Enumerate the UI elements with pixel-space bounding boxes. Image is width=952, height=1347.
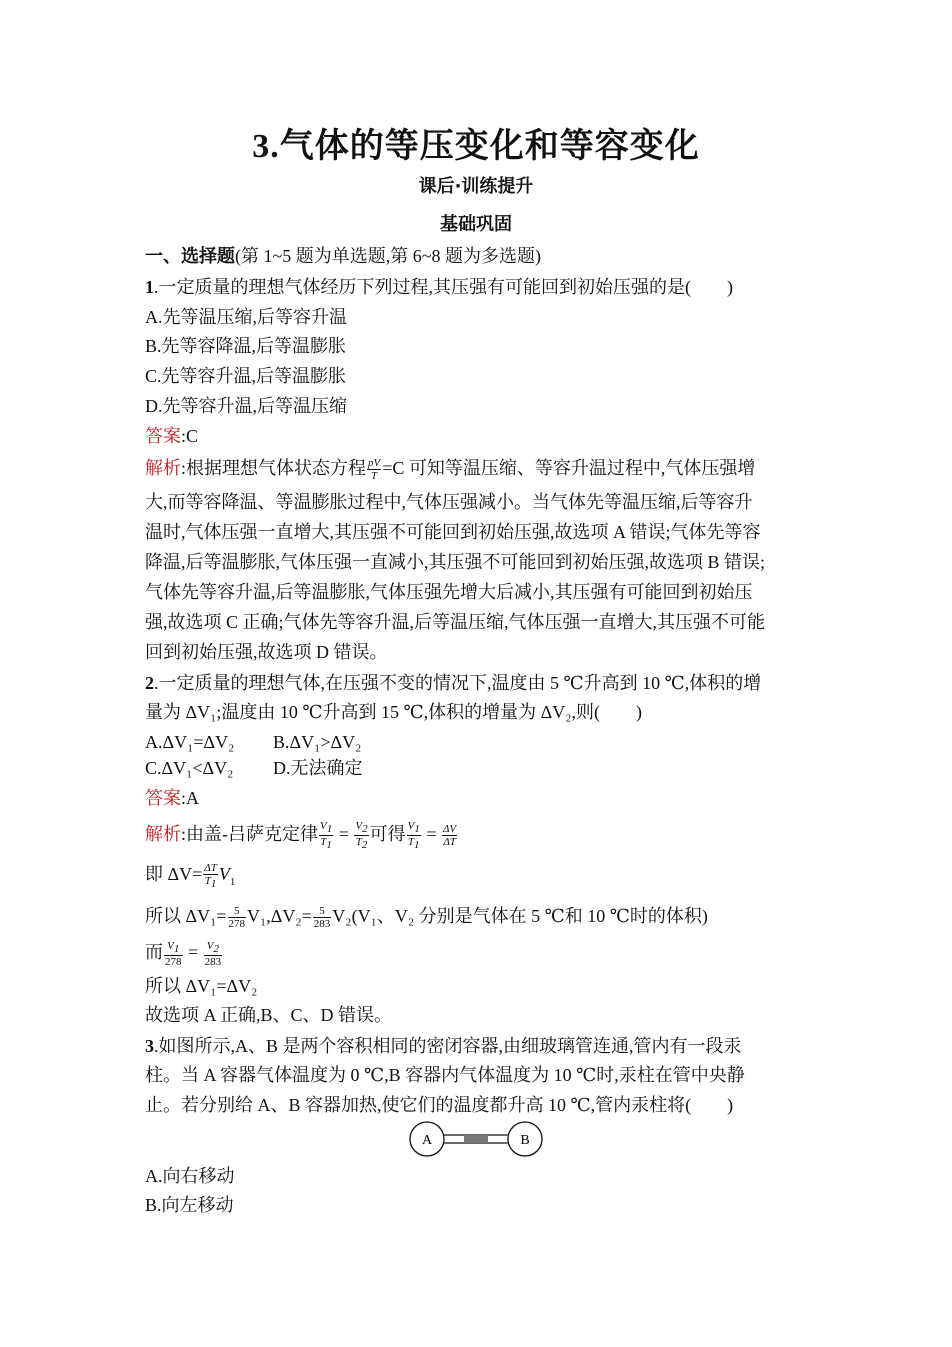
- q3-stem-line-2: 柱。当 A 容器气体温度为 0 ℃,B 容器内气体温度为 10 ℃时,汞柱在管中央静: [145, 1065, 745, 1085]
- formula-v2-over-283: $\frac{V_2}{283}$: [204, 940, 222, 969]
- q1-option-b: B.先等容降温,后等温膨胀: [145, 336, 347, 356]
- q2-analysis-text: 所以 ΔV₁=: [145, 906, 227, 926]
- q1-option-d: D.先等容升温,后等温压缩: [145, 396, 347, 416]
- q1-analysis-label: 解析: [145, 458, 181, 478]
- page-subtitle: 课后·训练提升: [418, 176, 534, 197]
- section-heading: 基础巩固: [440, 214, 512, 235]
- formula-5-over-283: $\frac{5}{283}$: [313, 905, 331, 931]
- formula-v1-over-t1: $\frac{V_1}{T_1}$: [407, 820, 420, 852]
- q1-answer-value: :C: [181, 426, 199, 446]
- formula-v1-over-t1: $\frac{V_1}{T_1}$: [320, 820, 333, 852]
- q2-analysis-text: 而: [145, 942, 163, 963]
- q1-analysis-line-2: 大,而等容降温、等温膨胀过程中,气体压强减小。当气体先等温压缩,后等容升: [145, 492, 753, 512]
- q2-analysis-text: V₁,ΔV₂=: [247, 906, 312, 926]
- q1-answer-label: 答案: [145, 426, 181, 446]
- formula-pv-over-t: $\frac{pV}{T}$: [368, 457, 381, 483]
- q1-analysis-line-5: 气体先等容升温,后等温膨胀,气体压强先增大后减小,其压强有可能回到初始压: [145, 582, 753, 602]
- q2-analysis-line-5: 所以 ΔV₁=ΔV₂: [145, 976, 258, 996]
- q1-analysis-line-1: [145, 456, 755, 482]
- q2-analysis-line-4: 而 $\frac{V_1}{278}$ = $\frac{V_2}{283}$: [145, 940, 222, 969]
- q1-analysis-line-7: 回到初始压强,故选项 D 错误。: [145, 642, 388, 662]
- q2-option-a: A.ΔV₁=ΔV₂: [145, 732, 235, 752]
- q2-analysis-text: V₂(V₁、V₂ 分别是气体在 5 ℃和 10 ℃时的体积): [332, 906, 708, 926]
- formula-v1-over-278: $\frac{V_1}{278}$: [165, 940, 182, 969]
- q2-analysis-label: 解析: [145, 823, 181, 844]
- q3-stem-text: .如图所示,A、B 是两个容积相同的密闭容器,由细玻璃管连通,管内有一段汞: [154, 1036, 742, 1056]
- q1-analysis-text: :根据理想气体状态方程: [181, 458, 366, 478]
- q1-number: 1: [145, 277, 154, 297]
- q2-analysis-line-3: [145, 904, 708, 930]
- q2-option-c: C.ΔV₁<ΔV₂: [145, 758, 234, 778]
- q1-answer: [145, 424, 198, 448]
- q2-analysis-line-1: 解析:由盖-吕萨克定律 $\frac{V_1}{T_1}$ = $\frac{V_2}{T_2}$ 可得 $\frac{V_1}{T_1}$ = $\frac{\Delta V}{\Delta T}$: [145, 820, 457, 852]
- q2-analysis-line-6: 故选项 A 正确,B、C、D 错误。: [145, 1005, 393, 1025]
- q2-analysis-text: 可得: [369, 823, 406, 844]
- label-b: B: [520, 1133, 530, 1148]
- mercury-column: [464, 1135, 488, 1143]
- q1-stem-text: .一定质量的理想气体经历下列过程,其压强有可能回到初始压强的是( ): [154, 277, 733, 297]
- question-group-note: (第 1~5 题为单选题,第 6~8 题为多选题): [235, 246, 541, 266]
- q2-options-row-2: [145, 756, 363, 780]
- container-diagram: [408, 1120, 544, 1160]
- question-group-header: [145, 244, 541, 268]
- q2-answer: [145, 786, 199, 810]
- q2-analysis-text: 即 ΔV=: [145, 864, 203, 885]
- q1-option-c: C.先等容升温,后等温膨胀: [145, 366, 347, 386]
- q1-analysis-text: =C 可知等温压缩、等容升温过程中,气体压强增: [382, 458, 756, 478]
- q1-stem: [145, 275, 733, 299]
- label-a: A: [421, 1133, 433, 1148]
- q2-analysis-line-2: 即 ΔV= $\frac{\Delta T}{T_1}$ $V_1$: [145, 862, 236, 891]
- q2-stem-line-2: 量为 ΔV₁;温度由 10 ℃升高到 15 ℃,体积的增量为 ΔV₂,则( ): [145, 702, 642, 722]
- q1-option-a: A.先等温压缩,后等容升温: [145, 307, 347, 327]
- q3-option-a: A.向右移动: [145, 1166, 235, 1186]
- q3-number: 3: [145, 1036, 154, 1056]
- q2-answer-value: :A: [181, 788, 199, 808]
- question-group-label: 一、选择题: [145, 246, 235, 266]
- formula-dt-over-t1: $\frac{\Delta T}{T_1}$: [204, 862, 217, 891]
- formula-dv-over-dt: $\frac{\Delta V}{\Delta T}$: [443, 823, 457, 849]
- page-title: 3.气体的等压变化和等容变化: [252, 128, 700, 165]
- q2-answer-label: 答案: [145, 788, 181, 808]
- q2-options-row-1: [145, 730, 361, 754]
- q2-stem-text: .一定质量的理想气体,在压强不变的情况下,温度由 5 ℃升高到 10 ℃,体积的增: [154, 673, 762, 693]
- q1-analysis-line-4: 降温,后等温膨胀,气体压强一直减小,其压强不可能回到初始压强,故选项 B 错误;: [145, 552, 766, 572]
- q1-analysis-line-6: 强,故选项 C 正确;气体先等容升温,后等温压缩,气体压强一直增大,其压强不可能: [145, 612, 766, 632]
- q2-number: 2: [145, 673, 154, 693]
- q3-option-b: B.向左移动: [145, 1195, 234, 1215]
- q2-stem-line-1: [145, 671, 761, 695]
- q1-analysis-line-3: 温时,气体压强一直增大,其压强不可能回到初始压强,故选项 A 错误;气体先等容: [145, 522, 761, 542]
- q3-stem-line-1: [145, 1034, 742, 1058]
- q2-option-d: D.无法确定: [273, 758, 363, 778]
- formula-v2-over-t2: $\frac{V_2}{T_2}$: [355, 820, 368, 852]
- q2-option-b: B.ΔV₁>ΔV₂: [273, 732, 362, 752]
- formula-5-over-278: $\frac{5}{278}$: [228, 905, 246, 931]
- q3-stem-line-3: 止。若分别给 A、B 容器加热,使它们的温度都升高 10 ℃,管内汞柱将( ): [145, 1095, 734, 1115]
- q2-analysis-text: :由盖-吕萨克定律: [181, 823, 318, 844]
